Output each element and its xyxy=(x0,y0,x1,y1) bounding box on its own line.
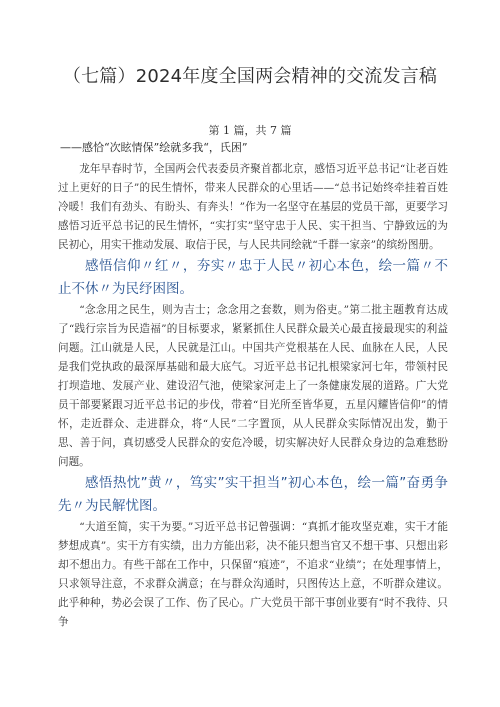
page-title: （七篇）2024年度全国两会精神的交流发言稿 xyxy=(62,66,438,87)
page-indicator: 第 1 篇，共 7 篇 xyxy=(208,124,292,137)
paragraph: 龙年早春时节，全国两会代表委员齐聚首都北京，感悟习近平总书记“让老百姓过上更好的日子”的民生情怀，带来人民群众的心里话——“总书记始终牵挂着百姓冷暖！我们有劲头、有盼头、有奔头！”作为一名坚守在基层的党员干部，更要学习感悟习近平总书记的民生情怀，“实打实”坚守忠于人民、实干担当、宁静致远的为民初心，用实干推动发展、取信于民，与人民共同绘就“千群一家亲”的缤纷图册。 xyxy=(58,163,448,251)
document-body xyxy=(58,160,448,632)
section-heading: 感悟信仰〃红〃，夯实〃忠于人民〃初心本色，绘一篇〃不止不休〃为民纾困图。 xyxy=(58,258,448,297)
subtitle: ——感恰“次眩情保”绘就多我“，氏困” xyxy=(60,141,248,154)
paragraph: “念念用之民生，则为吉士；念念用之套数，则为俗吏。”第二批主题教育达成了“践行宗旨为民造福”的目标要求，紧紧抓住人民群众最关心最直接最现实的利益问题。江山就是人民，人民就是江山。中国共产党根基在人民、血脉在人民，人民是我们党执政的最深厚基础和最大底气。习近平总书记扎根梁家河七年，带领村民打坝造地、发展产业、建设沼气池，使梁家河走上了一条健康发展的道路。广大党员干部要紧跟习近平总书记的步伐，带着“目光所至皆华夏，五星闪耀皆信仰”的情怀，走近群众、走进群众，将“人民”二字置顶，从人民群众实际情况出发，勤于思、善于问，真切感受人民群众的安危冷暖，切实解决好人民群众身边的急难愁盼问题。 xyxy=(58,304,448,468)
paragraph: “大道至简，实干为要。”习近平总书记曾强调：“真抓才能攻坚克难，实干才能梦想成真”。实干方有实绩，出力方能出彩，决不能只想当官又不想干事、只想出彩却不想出力。有些干部在工作中，只保留“痕迹”，不追求“业绩”；在处理事情上，只求领导注意，不求群众满意；在与群众沟通时，只图传达上意，不听群众建议。此乎种种，势必会误了工作、伤了民心。广大党员干部干事创业要有“时不我待、只争 xyxy=(58,521,448,628)
section-heading: 感悟热忱”黄〃，笃实”实干担当”初心本色，绘一篇”奋勇争先〃为民解忧图。 xyxy=(58,475,448,514)
